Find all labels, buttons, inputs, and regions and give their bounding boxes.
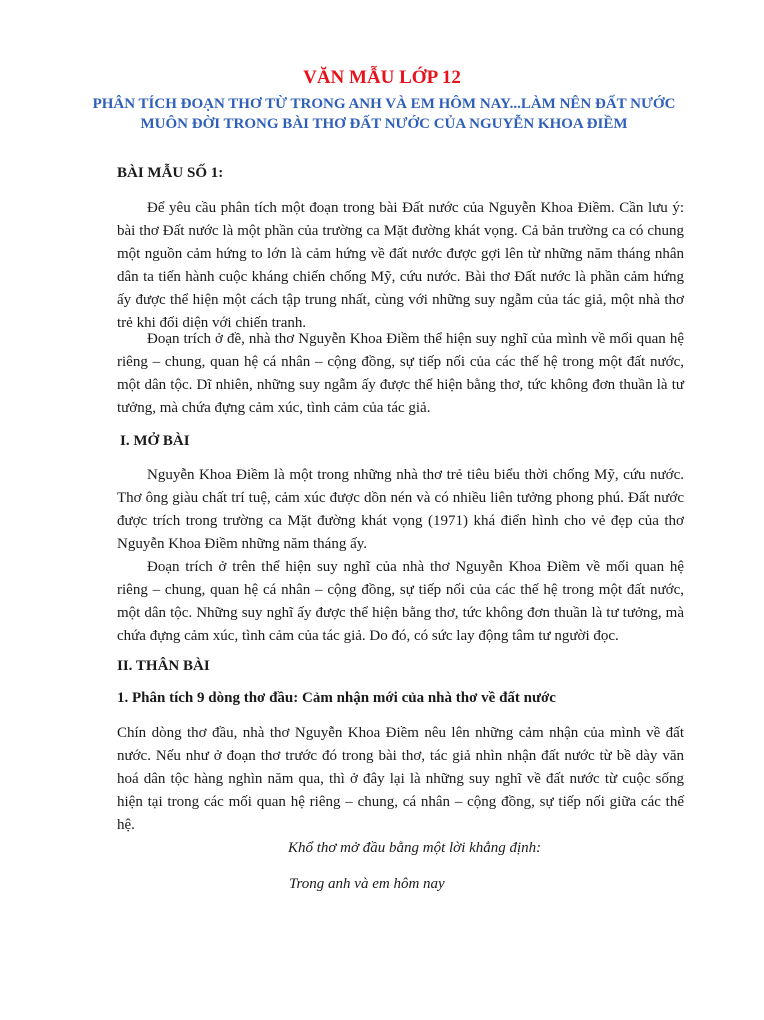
document-subtitle: PHÂN TÍCH ĐOẠN THƠ TỪ TRONG ANH VÀ EM HÔM NAY...LÀM NÊN ĐẤT NƯỚC MUÔN ĐỜI TRONG BÀI THƠ ĐẤT NƯỚC CỦA NGUYỄN KHOA ĐIỀM [92, 96, 676, 132]
section-heading-body: II. THÂN BÀI [117, 658, 210, 674]
poem-line-1: Trong anh và em hôm nay [289, 876, 445, 892]
sample-heading: BÀI MẪU SỐ 1: [117, 165, 224, 181]
italic-intro-line: Khổ thơ mở đầu bằng một lời khẳng định: [288, 840, 542, 856]
subsection-heading-1: 1. Phân tích 9 dòng thơ đầu: Cảm nhận mới của nhà thơ về đất nước [117, 690, 556, 706]
document-title: VĂN MẪU LỚP 12 [303, 67, 461, 88]
paragraph-4: Đoạn trích ở trên thể hiện suy nghĩ của nhà thơ Nguyễn Khoa Điềm về mối quan hệ riêng – chung, quan hệ cá nhân – cộng đồng, sự tiếp nối của các thế hệ trong một đất nước, một dân tộc. Những suy nghĩ ấy được thể hiện bằng thơ, tức không đơn thuần là tư tưởng, mà chứa đựng cảm xúc, tình cảm của tác giả. Do đó, có sức lay động tâm tư người đọc. [117, 559, 684, 644]
paragraph-3: Nguyễn Khoa Điềm là một trong những nhà thơ trẻ tiêu biểu thời chống Mỹ, cứu nước. Thơ ông giàu chất trí tuệ, cảm xúc được dồn nén và có nhiều liên tưởng phong phú. Đất nước được trích trong trường ca Mặt đường khát vọng (1971) khá điển hình cho vẻ đẹp của thơ Nguyễn Khoa Điềm những năm tháng ấy. [117, 467, 684, 552]
paragraph-5: Chín dòng thơ đầu, nhà thơ Nguyễn Khoa Điềm nêu lên những cảm nhận của mình về đất nước. Nếu như ở đoạn thơ trước đó trong bài thơ, tác giả nhìn nhận đất nước từ bề dày văn hoá dân tộc hàng nghìn năm qua, thì ở đây lại là những suy nghĩ về đất nước từ cuộc sống hiện tại trong các mối quan hệ riêng – chung, cá nhân – cộng đồng, sự tiếp nối giữa các thế hệ. [117, 725, 684, 833]
paragraph-2: Đoạn trích ở đề, nhà thơ Nguyễn Khoa Điềm thể hiện suy nghĩ của mình về mối quan hệ riêng – chung, quan hệ cá nhân – cộng đồng, sự tiếp nối của các thế hệ trong một đất nước, một dân tộc. Dĩ nhiên, những suy ngẫm ấy được thể hiện bằng thơ, tức không đơn thuần là tư tưởng, mà chứa đựng cảm xúc, tình cảm của tác giả. [117, 331, 684, 416]
section-heading-intro: I. MỞ BÀI [120, 433, 190, 449]
paragraph-1: Để yêu cầu phân tích một đoạn trong bài Đất nước của Nguyễn Khoa Điềm. Cần lưu ý: bài thơ Đất nước là một phần của trường ca Mặt đường khát vọng. Cả bản trường ca có chung một nguồn cảm hứng to lớn là cảm hứng về đất nước được gợi lên từ những năm tháng nhân dân ta tiến hành cuộc kháng chiến chống Mỹ, cứu nước. Bài thơ Đất nước là phần cảm hứng ấy được thể hiện một cách tập trung nhất, cùng với những suy ngẫm của tác giả, một nhà thơ trẻ khi đối diện với chiến tranh. [117, 200, 684, 331]
